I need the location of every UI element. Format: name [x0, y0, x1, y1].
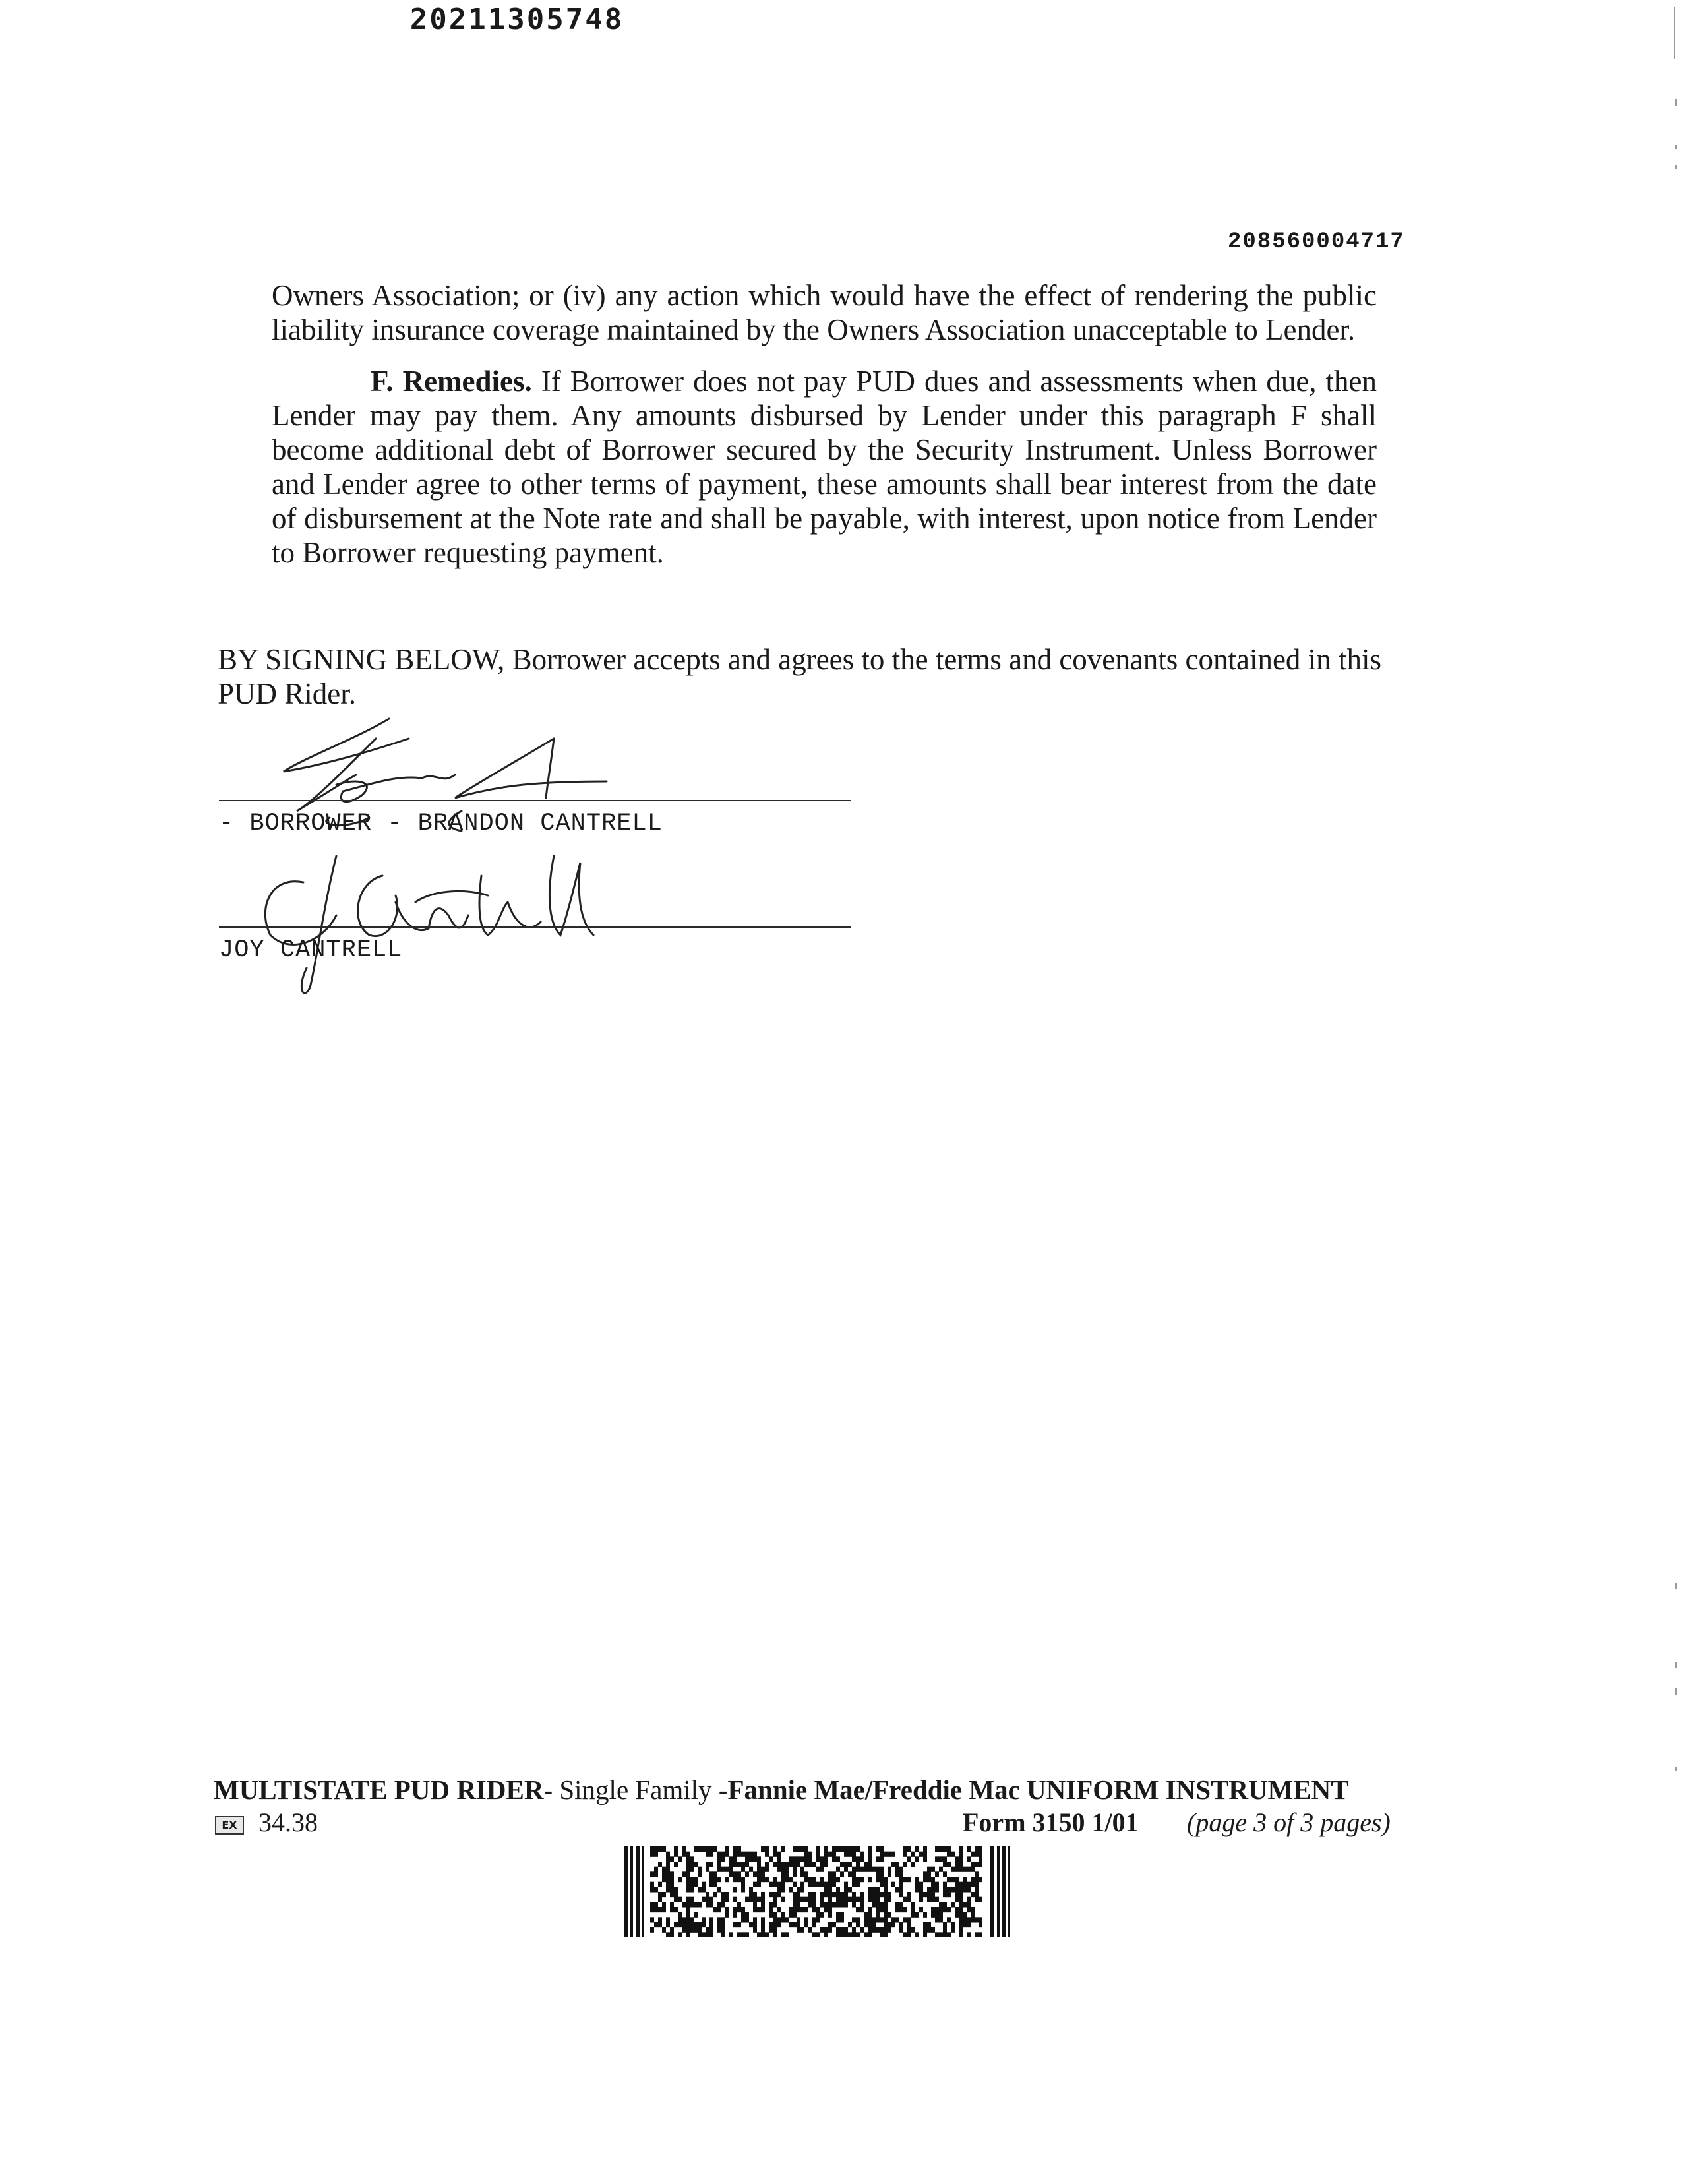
remedies-paragraph [272, 364, 1377, 570]
form-title-part-3: Fannie Mae/Freddie Mac UNIFORM INSTRUMENT [727, 1774, 1349, 1805]
form-title-part-2: - Single Family - [543, 1774, 728, 1805]
paragraph-continued: Owners Association; or (iv) any action which would have the effect of rendering the public liability insurance coverage maintained by the Owners Association unacceptable to Lender. [272, 279, 1377, 346]
page-indicator: (page 3 of 3 pages) [1187, 1807, 1391, 1837]
form-number: Form 3150 1/01 [963, 1807, 1139, 1837]
borrower-1-signature-line [219, 800, 851, 801]
loan-number: 208560004717 [1228, 229, 1405, 255]
barcode-image [624, 1846, 1010, 1937]
remedies-text: If Borrower does not pay PUD dues and assessments when due, then Lender may pay them. Any amounts disbursed by Lender under this paragraph F shall become additional debt of Borrower secured by the Security Instrument. Unless Borrower and Lender agree to other terms of payment, these amounts shall bear interest from the date of disbursement at the Note rate and shall be payable, with interest, upon notice from Lender to Borrower requesting payment. [272, 365, 1377, 569]
form-title [214, 1774, 1349, 1805]
borrower-2-name: JOY CANTRELL [219, 936, 403, 964]
borrower-1-name: - BORROWER - BRANDON CANTRELL [219, 810, 663, 837]
acceptance-statement: BY SIGNING BELOW, Borrower accepts and agrees to the terms and covenants contained in this PUD Rider. [218, 643, 1381, 710]
ex-form-icon: EX [215, 1816, 244, 1835]
borrower-2-signature-line [219, 926, 851, 928]
borrower-2-signature-image [251, 836, 620, 1001]
form-title-part-1: MULTISTATE PUD RIDER [214, 1774, 544, 1805]
form-code: 34.38 [258, 1807, 318, 1837]
remedies-heading: F. Remedies. [371, 365, 532, 398]
recording-number: 20211305748 [409, 3, 624, 36]
scan-edge-marks [1668, 0, 1681, 2184]
